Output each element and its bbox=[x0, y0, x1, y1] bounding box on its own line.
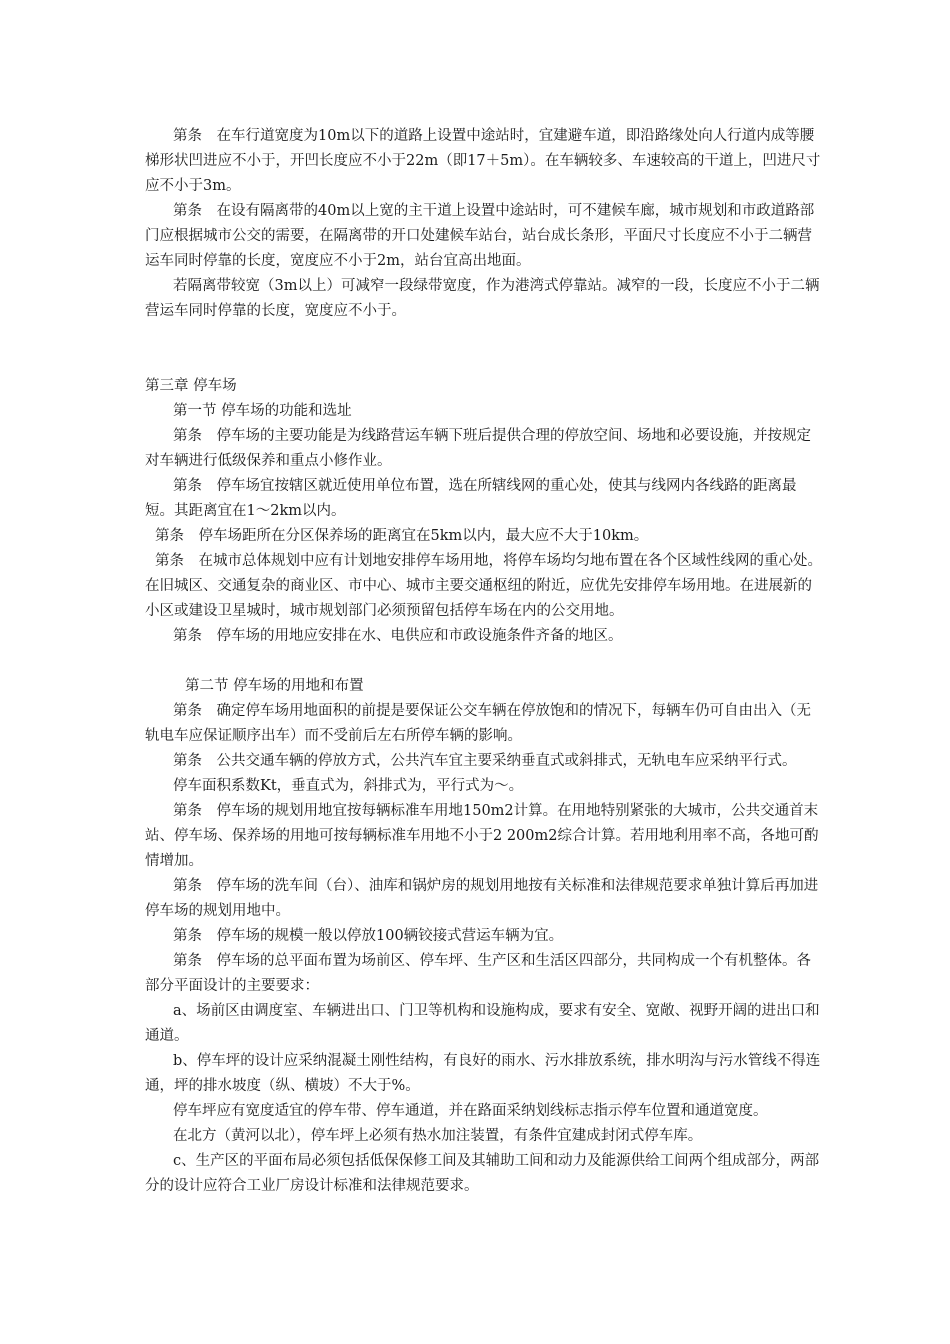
paragraph-north-heating: 在北方（黄河以北），停车坪上必须有热水加注装置，有条件宜建成封闭式停车库。 bbox=[173, 1128, 703, 1144]
paragraph-depot-planning: 第条 在城市总体规划中应有计划地安排停车场用地，将停车场均匀地布置在各个区域性线网的重心处。在旧城区、交通复杂的商业区、市中心、城市主要交通枢纽的附近，应优先安排停车场用地。在进展新的小区或建设卫星城时，城市规划部门必须预留包括停车场在内的公交用地。 bbox=[145, 553, 822, 619]
chapter-heading: 第三章 停车场 bbox=[145, 378, 237, 394]
paragraph-median-harbor: 若隔离带较宽（3m以上）可减窄一段绿带宽度，作为港湾式停靠站。减窄的一段，长度应不小于二辆营运车同时停靠的长度，宽度应不小于。 bbox=[145, 278, 820, 319]
paragraph-depot-scale: 第条 停车场的规模一般以停放100辆铰接式营运车辆为宜。 bbox=[173, 928, 564, 944]
paragraph-depot-utilities: 第条 停车场的用地应安排在水、电供应和市政设施条件齐备的地区。 bbox=[173, 628, 623, 644]
paragraph-area-premise: 第条 确定停车场用地面积的前提是要保证公交车辆在停放饱和的情况下，每辆车仍可自由出入（无轨电车应保证顺序出车）而不受前后左右所停车辆的影响。 bbox=[145, 703, 811, 744]
paragraph-depot-distance: 第条 停车场距所在分区保养场的距离宜在5km以内，最大应不大于10km。 bbox=[155, 528, 649, 544]
paragraph-general-layout: 第条 停车场的总平面布置为场前区、停车坪、生产区和生活区四部分，共同构成一个有机整体。各部分平面设计的主要要求： bbox=[145, 953, 811, 994]
paragraph-parking-mode: 第条 公共交通车辆的停放方式，公共汽车宜主要采纳垂直式或斜排式，无轨电车应采纳平行式。 bbox=[173, 753, 797, 769]
paragraph-parking-lanes: 停车坪应有宽度适宜的停车带、停车通道，并在路面采纳划线标志指示停车位置和通道宽度。 bbox=[173, 1103, 768, 1119]
paragraph-land-per-vehicle: 第条 停车场的规划用地宜按每辆标准车用地150m2计算。在用地特别紧张的大城市，公共交通首末站、停车场、保养场的用地可按每辆标准车用地不小于2 200m2综合计算。若用地利用率不高，各地可酌情增加。 bbox=[145, 803, 819, 869]
paragraph-depot-function: 第条 停车场的主要功能是为线路营运车辆下班后提供合理的停放空间、场地和必要设施，并按规定对车辆进行低级保养和重点小修作业。 bbox=[145, 428, 811, 469]
paragraph-item-b: b、停车坪的设计应采纳混凝土刚性结构，有良好的雨水、污水排放系统，排水明沟与污水管线不得连通，坪的排水坡度（纵、横坡）不大于%。 bbox=[145, 1053, 821, 1094]
paragraph-item-a: a、场前区由调度室、车辆进出口、门卫等机构和设施构成，要求有安全、宽敞、视野开阔的进出口和通道。 bbox=[145, 1003, 820, 1044]
paragraph-bus-bay: 第条 在车行道宽度为10m以下的道路上设置中途站时，宜建避车道，即沿路缘处向人行道内成等腰梯形状凹进应不小于，开凹长度应不小于22m（即17＋5m）。在车辆较多、车速较高的干道上，凹进尺寸应不小于3m。 bbox=[145, 128, 821, 194]
paragraph-item-c: c、生产区的平面布局必须包括低保保修工间及其辅助工间和动力及能源供给工间两个组成部分，两部分的设计应符合工业厂房设计标准和法律规范要求。 bbox=[145, 1153, 820, 1194]
paragraph-median-platform: 第条 在设有隔离带的40m以上宽的主干道上设置中途站时，可不建候车廊，城市规划和市政道路部门应根据城市公交的需要，在隔离带的开口处建候车站台，站台成长条形，平面尺寸长度应不小于二辆营运车同时停靠的长度，宽度应不小于2m，站台宜高出地面。 bbox=[145, 203, 815, 269]
paragraph-area-coefficient: 停车面积系数Kt，垂直式为，斜排式为，平行式为～。 bbox=[173, 778, 524, 794]
paragraph-depot-location: 第条 停车场宜按辖区就近使用单位布置，选在所辖线网的重心处，使其与线网内各线路的距离最短。其距离宜在1～2km以内。 bbox=[145, 478, 797, 519]
section-heading-2: 第二节 停车场的用地和布置 bbox=[185, 678, 364, 694]
paragraph-wash-oil-boiler: 第条 停车场的洗车间（台）、油库和锅炉房的规划用地按有关标准和法律规范要求单独计算后再加进停车场的规划用地中。 bbox=[145, 878, 819, 919]
section-heading-1: 第一节 停车场的功能和选址 bbox=[173, 403, 352, 419]
